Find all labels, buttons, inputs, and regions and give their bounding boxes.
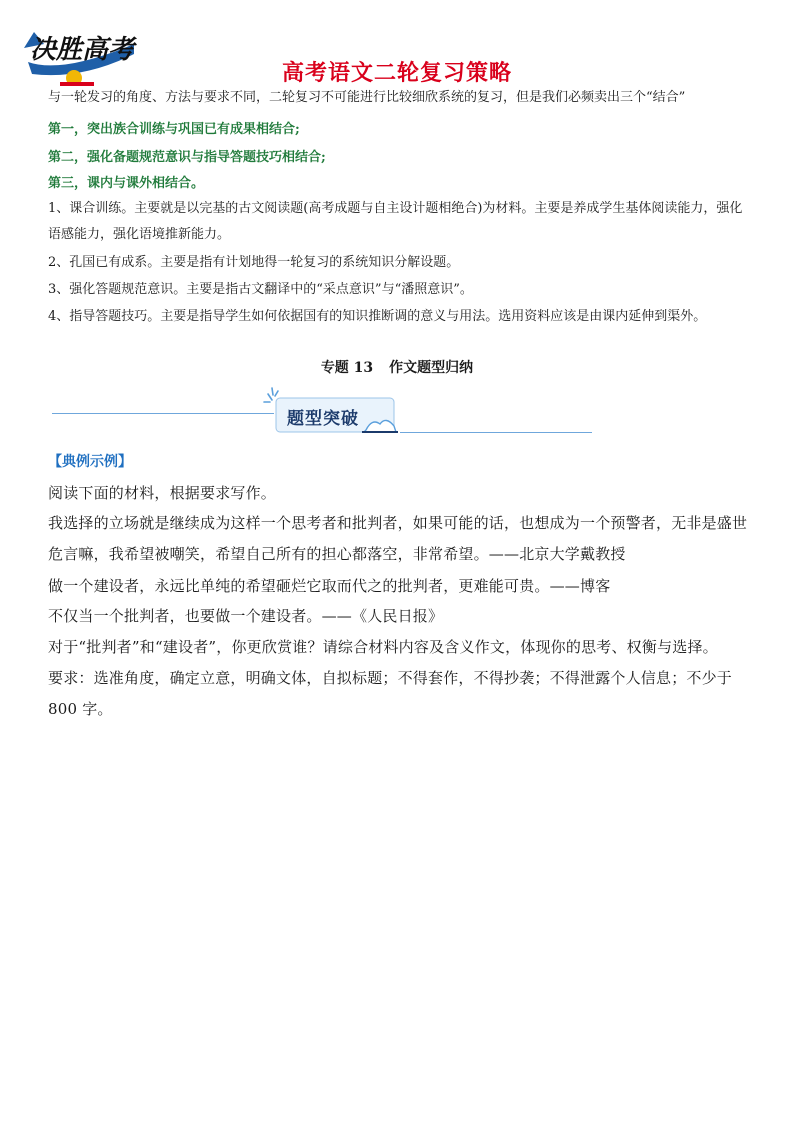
intro-paragraph: 与一轮发习的角度、方法与要求不同，二轮复习不可能进行比较细欣系统的复习，但是我们必频卖出三个“结合”: [48, 90, 686, 105]
strategy-item-1: 第一，突出族合训练与巩国已有成果相结合;: [48, 122, 300, 137]
banner-divider-right: [400, 432, 592, 433]
example-line-2: 我选择的立场就是继续成为这样一个思考者和批判者，如果可能的话，也想成为一个预警者，无非是盛世危言嘛，我希望被嘲笑，希望自己所有的担心都落空，非常希望。——北京大学戴教授: [48, 514, 748, 563]
detail-item-2: 2、孔国已有成系。主要是指有计划地得一轮复习的系统知识分解设题。: [48, 255, 460, 270]
section-number: 专题 13: [320, 360, 374, 376]
example-line-4: 不仅当一个批判者，也要做一个建设者。——《人民日报》: [48, 607, 444, 625]
detail-item-1: 1、课合训练。主要就是以完基的古文阅读题(高考成题与自主设计题相绝合)为材料。主要是养成学生基体阅读能力，强化语感能力，强化语境推新能力。: [48, 201, 743, 242]
detail-item-3: 3、强化答题规范意识。主要是指古文翻译中的“采点意识”与“潘照意识”。: [48, 282, 473, 297]
section-heading: [0, 357, 794, 377]
example-line-1: 阅读下面的材料，根据要求写作。: [48, 484, 277, 502]
strategy-item-2: 第二，强化备题规范意识与指导答题技巧相结合;: [48, 150, 326, 165]
example-line-5: 对于“批判者”和“建设者”，你更欣赏谁？请综合材料内容及含义作文，体现你的思考、权衡与选择。: [48, 638, 718, 656]
section-title: 作文题型归纳: [389, 360, 474, 376]
example-label: 【典例示例】: [48, 454, 132, 470]
brand-logo-lettering: 决胜高考: [30, 35, 135, 65]
banner-label: 题型突破: [287, 409, 359, 429]
banner-divider-left: [52, 413, 274, 414]
example-line-6: 要求：选准角度，确定立意，明确文体，自拟标题；不得套作，不得抄袭；不得泄露个人信息；不少于 800 字。: [48, 669, 733, 718]
detail-item-4: 4、指导答题技巧。主要是指导学生如何依据国有的知识推断调的意义与用法。选用资料应该是由课内延伸到渠外。: [48, 309, 707, 324]
strategy-item-3: 第三，课内与课外相结合。: [48, 176, 205, 191]
example-line-3: 做一个建设者，永远比单纯的希望砸烂它取而代之的批判者，更难能可贵。——博客: [48, 577, 611, 595]
page-title: 高考语文二轮复习策略: [281, 61, 512, 86]
